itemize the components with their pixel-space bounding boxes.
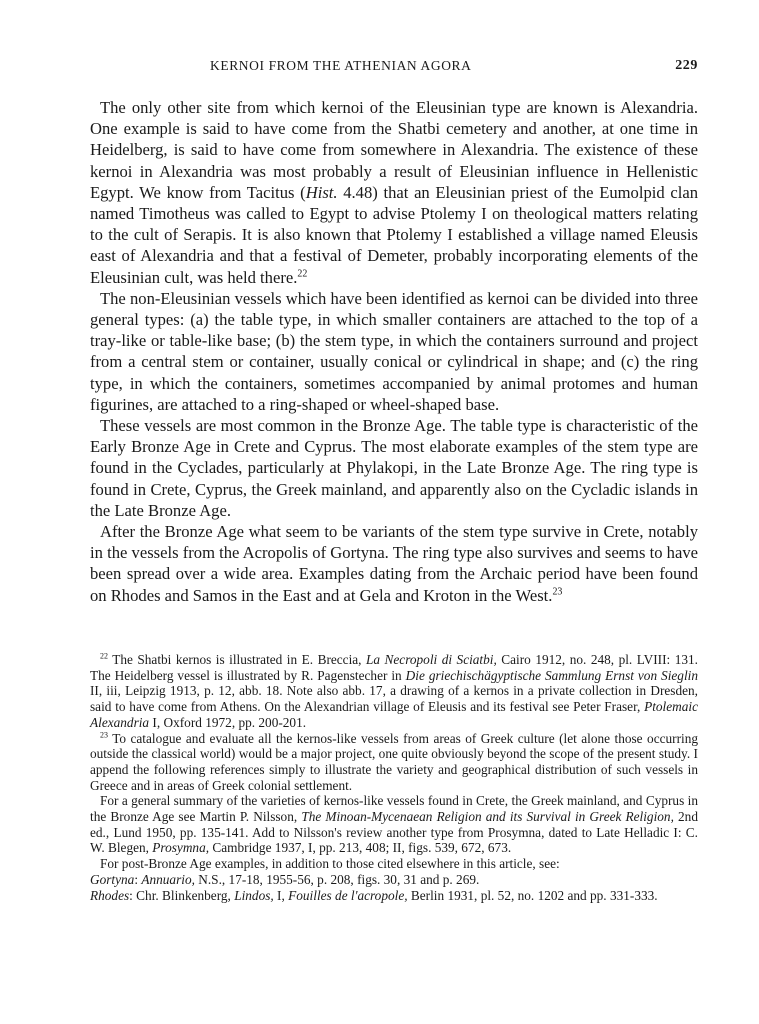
footnote-number: 23 xyxy=(100,730,108,740)
footnote-title: Prosymna, xyxy=(152,840,210,856)
footnote-ref-23: 23 xyxy=(552,586,563,598)
footnote-title: Fouilles de l'acropole, xyxy=(288,887,408,903)
footnote-text: To catalogue and evaluate all the kernos-like vessels from areas of Greek culture (let alone those occurring outside the classical world) would be a major project, one quite obviously beyond the scope of the present study. I append the following references simply to illustrate the variety and geographical distribution of such vessels in Greece and in areas of Greek colonial settlement. xyxy=(90,730,698,793)
paragraph-after-bronze-age xyxy=(90,521,698,606)
running-title: KERNOI FROM THE ATHENIAN AGORA xyxy=(210,58,472,73)
footnote-general-summary xyxy=(90,793,698,856)
footnote-post-bronze: For post-Bronze Age examples, in addition to those cited elsewhere in this article, see: xyxy=(100,856,560,872)
paragraph-text: The only other site from which kernoi of the Eleusinian type are known is Alexandria. One example is said to have come from the Shatbi cemetery and another, at one time in Heidelberg, is said to have come from somewhere in Alexandria. The existence of these kernoi in Alexandria was most probably a result of Eleusinian influence in Hellenistic Egypt. We know from Tacitus ( xyxy=(90,98,698,202)
paragraph-text: 4.48) that an Eleusinian priest of the Eumolpid clan named Timotheus was called to Egypt to advise Ptolemy I on theological matters relating to the cult of Serapis. It is also known that Ptolemy I established a village named Eleusis east of Alexandria and that a festival of Demeter, probably incorporating elements of the Eleusinian cult, was held there. xyxy=(90,182,699,287)
footnotes xyxy=(90,652,698,903)
paragraph-text: After the Bronze Age what seem to be variants of the stem type survive in Crete, notably in the vessels from the Acropolis of Gortyna. The ring type also survives and seems to have been spread over a wide area. Examples dating from the Archaic period have been found on Rhodes and Samos in the East and at Gela and Kroton in the West. xyxy=(90,522,698,605)
footnote-23 xyxy=(90,731,698,794)
footnote-text: The Shatbi kernos is illustrated in E. Breccia, xyxy=(107,652,366,667)
footnote-gortyna xyxy=(90,872,698,888)
footnote-text: I, Oxford 1972, pp. 200-201. xyxy=(149,714,307,730)
footnote-text: : xyxy=(134,871,142,887)
place-name: Rhodes xyxy=(90,887,130,903)
footnote-22 xyxy=(90,652,698,731)
page-number: 229 xyxy=(675,58,698,73)
paragraph-types: The non-Eleusinian vessels which have been identified as kernoi can be divided into three general types: (a) the table type, in which smaller containers are attached to the top of a tray-like or table-like base; (b) the stem type, in which the containers surround and project from a central stem or container, usually conical or cylindrical in shape; and (c) the ring type, in which the containers, sometimes accompanied by animal protomes and human figurines, are attached to a ring-shaped or wheel-shaped base. xyxy=(90,288,698,414)
footnote-text: 2nd ed., Lund 1950, pp. 135-141. Add to Nilsson's review another type from Prosymna, dated to Late Helladic I: C. W. Blegen, xyxy=(90,809,698,856)
footnote-title: Annuario, xyxy=(141,871,195,887)
footnote-text: Cairo 1912, no. 248, pl. LVIII: 131. The Heidelberg vessel is illustrated by R. Pagenstecher in xyxy=(90,652,698,683)
footnote-text: I, xyxy=(273,887,289,903)
paragraph-bronze-age: These vessels are most common in the Bronze Age. The table type is characteristic of the Early Bronze Age in Crete and Cyprus. The most elaborate examples of the stem type are found in the Cyclades, particularly at Phylakopi, in the Late Bronze Age. The ring type is found in Crete, Cyprus, the Greek mainland, and apparently also on the Cycladic islands in the Late Bronze Age. xyxy=(90,416,698,520)
footnote-title: Die griechischägyptische Sammlung Ernst von Sieglin xyxy=(405,667,698,683)
footnote-text: Berlin 1931, pl. 52, no. 1202 and pp. 331-333. xyxy=(407,887,658,903)
footnote-text: For a general summary of the varieties of kernos-like vessels found in Crete, the Greek mainland, and Cyprus in the Bronze Age see Martin P. Nilsson, xyxy=(90,793,698,825)
footnote-ref-22: 22 xyxy=(297,268,308,280)
place-name: Gortyna xyxy=(90,871,135,887)
footnote-text: II, iii, Leipzig 1913, p. 12, abb. 18. Note also abb. 17, a drawing of a kernos in a private collection in Dresden, said to have come from Athens. On the Alexandrian village of Eleusis and its festival see Peter Fraser, xyxy=(90,683,698,715)
footnote-rhodes xyxy=(90,888,698,904)
footnote-title: Lindos, xyxy=(234,887,274,903)
footnote-title: Ptolemaic Alexandria xyxy=(90,699,698,730)
footnote-number: 22 xyxy=(100,651,108,661)
main-text xyxy=(90,97,698,606)
footnote-text: N.S., 17-18, 1955-56, p. 208, figs. 30, 31 and p. 269. xyxy=(194,871,480,887)
footnote-text: : Chr. Blinkenberg, xyxy=(129,887,235,903)
citation-hist: Hist. xyxy=(305,182,338,202)
footnote-text: Cambridge 1937, I, pp. 213, 408; II, figs. 539, 672, 673. xyxy=(209,840,512,856)
paragraph-alexandria xyxy=(90,97,698,288)
footnote-title: La Necropoli di Sciatbi, xyxy=(366,652,497,667)
footnote-title: The Minoan-Mycenaean Religion and its Survival in Greek Religion, xyxy=(301,809,674,825)
